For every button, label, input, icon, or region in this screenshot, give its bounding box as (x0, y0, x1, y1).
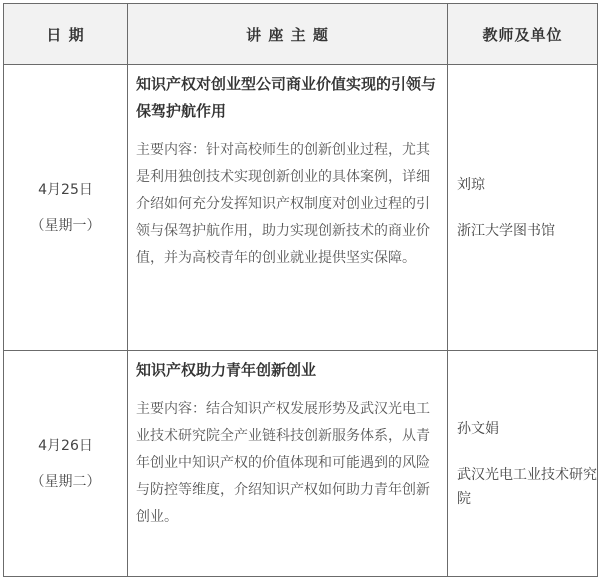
table-row (4, 351, 598, 577)
teacher-unit: 浙江大学图书馆 (457, 222, 555, 239)
header-date: 日 期 (4, 4, 128, 65)
lecture-schedule-table (3, 3, 598, 577)
topic-cell (128, 351, 448, 577)
teacher-name: 刘琼 (457, 176, 485, 193)
teacher-cell (448, 351, 598, 577)
date-cell (4, 65, 128, 351)
topic-title: 知识产权对创业型公司商业价值实现的引领与保驾护航作用 (136, 75, 437, 120)
date-text: 4月26日 (38, 437, 93, 454)
header-topic: 讲 座 主 题 (128, 4, 448, 65)
header-teacher: 教师及单位 (448, 4, 598, 65)
teacher-name: 孙文娟 (457, 420, 499, 437)
table-header-row (4, 4, 598, 65)
teacher-cell (448, 65, 598, 351)
table-row (4, 65, 598, 351)
date-cell (4, 351, 128, 577)
weekday-text: （星期二） (30, 473, 101, 490)
date-text: 4月25日 (38, 181, 93, 198)
topic-title: 知识产权助力青年创新创业 (136, 361, 317, 379)
weekday-text: （星期一） (30, 217, 101, 234)
topic-cell (128, 65, 448, 351)
topic-content: 主要内容：针对高校师生的创新创业过程，尤其是利用独创技术实现创新创业的具体案例，详细介绍如何充分发挥知识产权制度对创业过程的引领与保驾护航作用，助力实现创新技术的商业价值，并为高校青年的创业就业提供坚实保障。 (136, 142, 430, 266)
teacher-unit: 武汉光电工业技术研究院 (457, 466, 597, 507)
topic-content: 主要内容：结合知识产权发展形势及武汉光电工业技术研究院全产业链科技创新服务体系，从青年创业中知识产权的价值体现和可能遇到的风险与防控等维度，介绍知识产权如何助力青年创新创业。 (136, 401, 430, 525)
